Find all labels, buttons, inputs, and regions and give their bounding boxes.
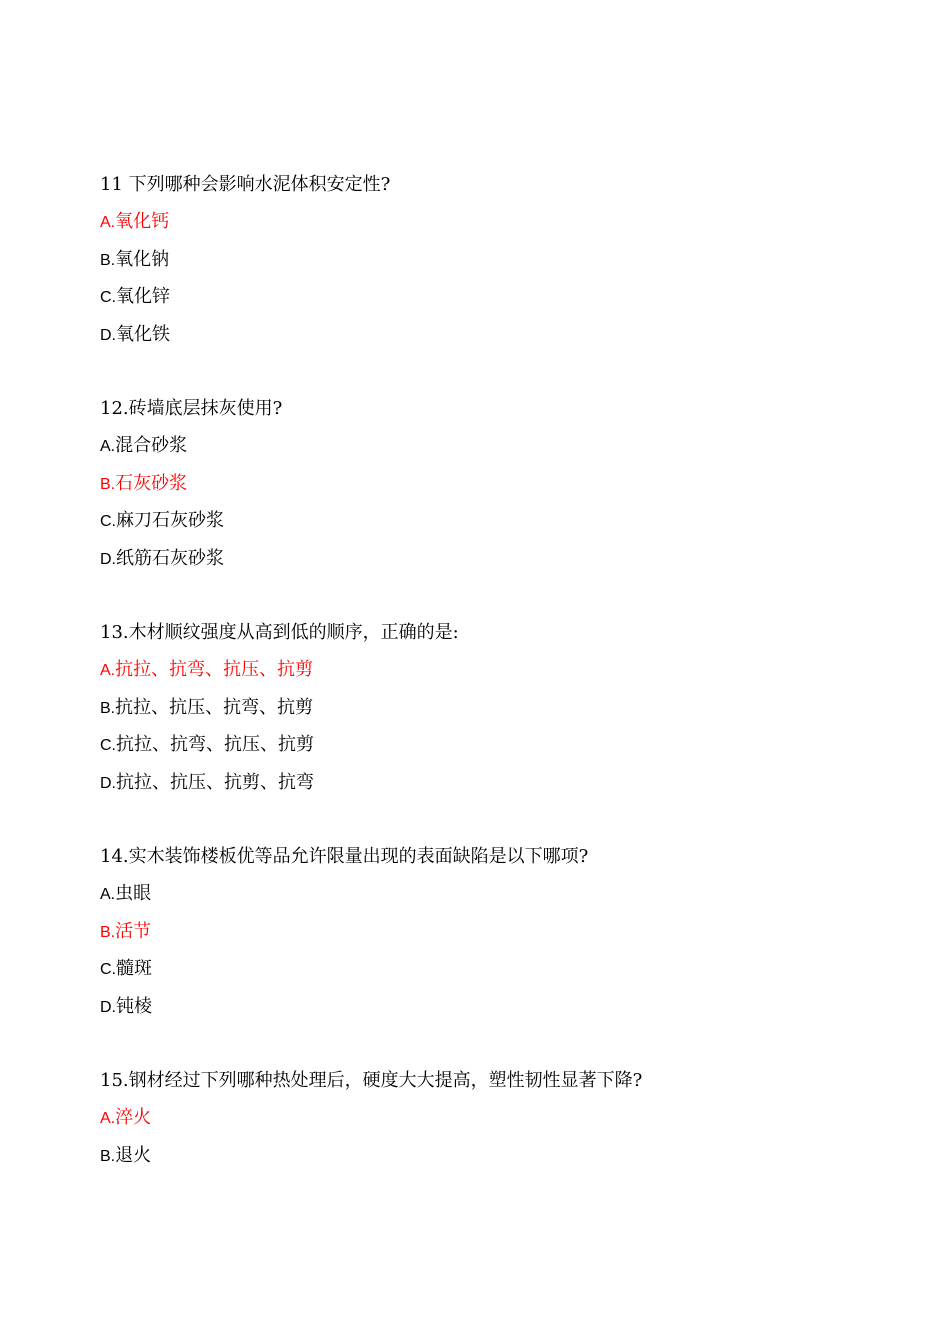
option-text: 抗拉、抗压、抗弯、抗剪 bbox=[115, 696, 314, 718]
option-text: 抗拉、抗压、抗剪、抗弯 bbox=[116, 771, 314, 793]
option-text: 氧化钙 bbox=[115, 211, 170, 233]
option-text: 氧化钠 bbox=[115, 248, 170, 270]
question-text: 14.实木装饰楼板优等品允许限量出现的表面缺陷是以下哪项? bbox=[100, 846, 589, 867]
option-b bbox=[100, 1137, 860, 1174]
option-letter: B. bbox=[100, 699, 116, 717]
question-text: 11 下列哪种会影响水泥体积安定性? bbox=[100, 174, 391, 195]
question-block-15 bbox=[100, 1062, 860, 1174]
question-text: 12.砖墙底层抹灰使用? bbox=[100, 398, 283, 419]
option-text: 抗拉、抗弯、抗压、抗剪 bbox=[116, 734, 314, 756]
question-text: 13.木材顺纹强度从高到低的顺序，正确的是: bbox=[100, 622, 459, 643]
option-text: 活节 bbox=[115, 920, 152, 942]
option-text: 抗拉、抗弯、抗压、抗剪 bbox=[115, 659, 314, 681]
option-a bbox=[100, 1099, 860, 1136]
option-a bbox=[100, 427, 860, 464]
option-d bbox=[100, 764, 860, 801]
option-text: 石灰砂浆 bbox=[115, 472, 188, 494]
option-b bbox=[100, 241, 860, 278]
option-letter: C. bbox=[100, 961, 116, 979]
option-d bbox=[100, 540, 860, 577]
option-a bbox=[100, 875, 860, 912]
option-c bbox=[100, 278, 860, 315]
option-letter: D. bbox=[100, 998, 116, 1016]
option-letter: A. bbox=[100, 662, 116, 680]
option-letter: D. bbox=[100, 550, 116, 568]
option-a bbox=[100, 203, 860, 240]
option-letter: D. bbox=[100, 774, 116, 792]
option-letter: B. bbox=[100, 1147, 116, 1165]
question-block-12 bbox=[100, 390, 860, 577]
option-c bbox=[100, 726, 860, 763]
option-d bbox=[100, 988, 860, 1025]
option-letter: C. bbox=[100, 513, 116, 531]
option-text: 麻刀石灰砂浆 bbox=[116, 510, 224, 532]
option-c bbox=[100, 950, 860, 987]
option-letter: A. bbox=[100, 886, 116, 904]
option-letter: A. bbox=[100, 438, 116, 456]
option-text: 氧化锌 bbox=[116, 286, 170, 308]
option-letter: B. bbox=[100, 251, 116, 269]
option-letter: C. bbox=[100, 737, 116, 755]
question-block-13 bbox=[100, 614, 860, 801]
question-text: 15.钢材经过下列哪种热处理后，硬度大大提高，塑性韧性显著下降? bbox=[100, 1070, 643, 1091]
option-text: 虫眼 bbox=[115, 883, 152, 905]
option-letter: A. bbox=[100, 214, 116, 232]
option-text: 退火 bbox=[115, 1144, 152, 1166]
option-letter: D. bbox=[100, 326, 116, 344]
option-d bbox=[100, 316, 860, 353]
option-b bbox=[100, 689, 860, 726]
option-b bbox=[100, 465, 860, 502]
option-letter: C. bbox=[100, 289, 116, 307]
option-text: 混合砂浆 bbox=[115, 435, 188, 457]
option-letter: A. bbox=[100, 1110, 116, 1128]
question-block-14 bbox=[100, 838, 860, 1025]
option-c bbox=[100, 502, 860, 539]
option-text: 淬火 bbox=[115, 1107, 152, 1129]
question-block-11 bbox=[100, 166, 860, 353]
option-a bbox=[100, 651, 860, 688]
option-letter: B. bbox=[100, 475, 116, 493]
option-text: 纸筋石灰砂浆 bbox=[116, 547, 224, 569]
option-text: 髓斑 bbox=[116, 958, 152, 980]
option-letter: B. bbox=[100, 923, 116, 941]
option-text: 钝棱 bbox=[116, 995, 152, 1017]
option-b bbox=[100, 913, 860, 950]
option-text: 氧化铁 bbox=[116, 323, 170, 345]
